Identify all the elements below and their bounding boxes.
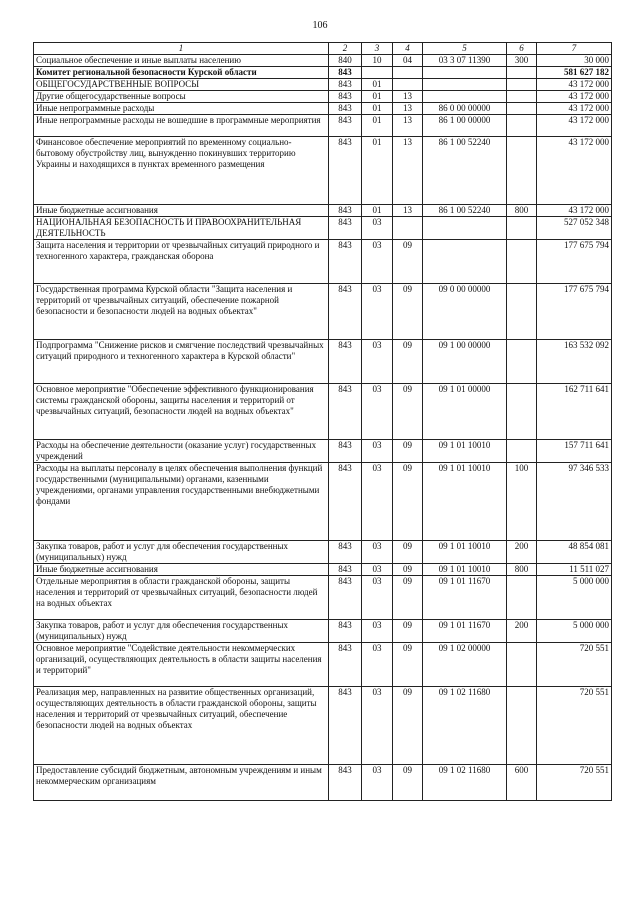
admin-code: 843 (329, 541, 362, 564)
table-row (34, 217, 612, 240)
expense-type-code: 800 (507, 205, 537, 217)
column-header: 6 (507, 43, 537, 55)
expense-type-code (507, 687, 537, 765)
expense-type-code (507, 79, 537, 91)
expense-type-code: 100 (507, 463, 537, 541)
table-row (34, 284, 612, 340)
expense-type-code: 200 (507, 620, 537, 643)
target-article-code: 09 1 02 11680 (423, 765, 507, 801)
target-article-code (423, 240, 507, 284)
admin-code: 843 (329, 564, 362, 576)
row-amount: 97 346 533 (537, 463, 612, 541)
admin-code: 843 (329, 643, 362, 687)
row-amount: 162 711 641 (537, 384, 612, 440)
admin-code: 843 (329, 284, 362, 340)
row-name: Государственная программа Курской области "Защита населения и территорий от чрезвычайных ситуаций, обеспечение пожарной безопасности и безопасности людей на водных объектах" (34, 284, 329, 340)
row-amount: 581 627 182 (537, 67, 612, 79)
admin-code: 843 (329, 91, 362, 103)
table-row (34, 340, 612, 384)
target-article-code (423, 79, 507, 91)
section-code: 01 (362, 79, 393, 91)
subsection-code (393, 217, 423, 240)
row-amount: 177 675 794 (537, 240, 612, 284)
admin-code: 843 (329, 240, 362, 284)
target-article-code: 09 1 01 11670 (423, 576, 507, 620)
target-article-code (423, 217, 507, 240)
section-code: 03 (362, 576, 393, 620)
subsection-code: 09 (393, 384, 423, 440)
row-amount: 5 000 000 (537, 576, 612, 620)
target-article-code: 86 1 00 00000 (423, 115, 507, 137)
subsection-code: 13 (393, 115, 423, 137)
expense-type-code (507, 284, 537, 340)
admin-code: 843 (329, 576, 362, 620)
row-amount: 48 854 081 (537, 541, 612, 564)
table-row (34, 79, 612, 91)
row-amount: 720 551 (537, 765, 612, 801)
target-article-code: 03 3 07 11390 (423, 55, 507, 67)
table-row (34, 440, 612, 463)
target-article-code (423, 67, 507, 79)
target-article-code: 09 1 01 10010 (423, 463, 507, 541)
column-header: 4 (393, 43, 423, 55)
column-header: 5 (423, 43, 507, 55)
subsection-code: 09 (393, 541, 423, 564)
admin-code: 843 (329, 620, 362, 643)
subsection-code: 09 (393, 440, 423, 463)
row-name: Расходы на выплаты персоналу в целях обеспечения выполнения функций государственными (муниципальными) органами, казенными учреждениями, органами управления государственными внебюджетными фондами (34, 463, 329, 541)
target-article-code: 09 1 00 00000 (423, 340, 507, 384)
table-row (34, 103, 612, 115)
expense-type-code: 300 (507, 55, 537, 67)
subsection-code: 04 (393, 55, 423, 67)
table-row (34, 463, 612, 541)
target-article-code: 86 0 00 00000 (423, 103, 507, 115)
row-name: Отдельные мероприятия в области гражданской обороны, защиты населения и территорий от чрезвычайных ситуаций, безопасности людей на водных объектах (34, 576, 329, 620)
row-amount: 163 532 092 (537, 340, 612, 384)
row-name: Иные непрограммные расходы (34, 103, 329, 115)
budget-table (33, 42, 612, 801)
row-name: Иные бюджетные ассигнования (34, 564, 329, 576)
subsection-code: 13 (393, 205, 423, 217)
section-code: 03 (362, 284, 393, 340)
expense-type-code (507, 440, 537, 463)
expense-type-code (507, 91, 537, 103)
admin-code: 843 (329, 687, 362, 765)
row-name: ОБЩЕГОСУДАРСТВЕННЫЕ ВОПРОСЫ (34, 79, 329, 91)
column-header: 1 (34, 43, 329, 55)
admin-code: 843 (329, 115, 362, 137)
row-name: Подпрограмма "Снижение рисков и смягчение последствий чрезвычайных ситуаций природного и техногенного характера в Курской области" (34, 340, 329, 384)
row-amount: 157 711 641 (537, 440, 612, 463)
row-amount: 43 172 000 (537, 91, 612, 103)
expense-type-code (507, 340, 537, 384)
section-code: 03 (362, 240, 393, 284)
row-name: Предоставление субсидий бюджетным, автономным учреждениям и иным некоммерческим организациям (34, 765, 329, 801)
table-row (34, 91, 612, 103)
target-article-code: 09 1 01 10010 (423, 564, 507, 576)
table-row (34, 115, 612, 137)
expense-type-code (507, 576, 537, 620)
section-code: 03 (362, 620, 393, 643)
admin-code: 843 (329, 340, 362, 384)
table-row (34, 55, 612, 67)
expense-type-code (507, 115, 537, 137)
target-article-code: 09 1 02 00000 (423, 643, 507, 687)
table-row (34, 67, 612, 79)
expense-type-code: 600 (507, 765, 537, 801)
expense-type-code: 200 (507, 541, 537, 564)
section-code: 03 (362, 440, 393, 463)
section-code: 03 (362, 643, 393, 687)
expense-type-code (507, 137, 537, 205)
table-row (34, 541, 612, 564)
section-code: 01 (362, 91, 393, 103)
admin-code: 843 (329, 205, 362, 217)
row-name: Основное мероприятие "Обеспечение эффективного функционирования системы гражданской обороны, защиты населения и территорий от чрезвычайных ситуаций, безопасности людей на водных объектах" (34, 384, 329, 440)
row-name: НАЦИОНАЛЬНАЯ БЕЗОПАСНОСТЬ И ПРАВООХРАНИТЕЛЬНАЯ ДЕЯТЕЛЬНОСТЬ (34, 217, 329, 240)
subsection-code: 09 (393, 463, 423, 541)
expense-type-code (507, 103, 537, 115)
row-amount: 177 675 794 (537, 284, 612, 340)
admin-code: 840 (329, 55, 362, 67)
subsection-code: 09 (393, 643, 423, 687)
subsection-code: 09 (393, 576, 423, 620)
subsection-code: 13 (393, 103, 423, 115)
admin-code: 843 (329, 384, 362, 440)
subsection-code: 09 (393, 620, 423, 643)
column-header: 3 (362, 43, 393, 55)
target-article-code: 09 1 01 11670 (423, 620, 507, 643)
section-code: 01 (362, 115, 393, 137)
row-amount: 30 000 (537, 55, 612, 67)
subsection-code: 09 (393, 340, 423, 384)
section-code: 03 (362, 463, 393, 541)
row-amount: 43 172 000 (537, 79, 612, 91)
table-row (34, 620, 612, 643)
target-article-code: 09 1 01 10010 (423, 440, 507, 463)
section-code: 03 (362, 217, 393, 240)
expense-type-code (507, 240, 537, 284)
section-code: 01 (362, 103, 393, 115)
row-amount: 720 551 (537, 643, 612, 687)
target-article-code: 86 1 00 52240 (423, 137, 507, 205)
target-article-code: 09 0 00 00000 (423, 284, 507, 340)
admin-code: 843 (329, 103, 362, 115)
section-code (362, 67, 393, 79)
expense-type-code (507, 67, 537, 79)
target-article-code: 09 1 02 11680 (423, 687, 507, 765)
expense-type-code: 800 (507, 564, 537, 576)
admin-code: 843 (329, 463, 362, 541)
admin-code: 843 (329, 79, 362, 91)
row-amount: 5 000 000 (537, 620, 612, 643)
section-code: 03 (362, 384, 393, 440)
table-row (34, 384, 612, 440)
subsection-code: 13 (393, 91, 423, 103)
admin-code: 843 (329, 67, 362, 79)
section-code: 03 (362, 765, 393, 801)
table-row (34, 576, 612, 620)
row-name: Закупка товаров, работ и услуг для обеспечения государственных (муниципальных) нужд (34, 541, 329, 564)
expense-type-code (507, 384, 537, 440)
subsection-code: 09 (393, 765, 423, 801)
row-name: Комитет региональной безопасности Курской области (34, 67, 329, 79)
admin-code: 843 (329, 217, 362, 240)
target-article-code (423, 91, 507, 103)
table-row (34, 765, 612, 801)
target-article-code: 09 1 01 00000 (423, 384, 507, 440)
target-article-code: 86 1 00 52240 (423, 205, 507, 217)
row-amount: 43 172 000 (537, 103, 612, 115)
section-code: 03 (362, 340, 393, 384)
section-code: 01 (362, 205, 393, 217)
expense-type-code (507, 643, 537, 687)
row-name: Расходы на обеспечение деятельности (оказание услуг) государственных учреждений (34, 440, 329, 463)
target-article-code: 09 1 01 10010 (423, 541, 507, 564)
column-header: 7 (537, 43, 612, 55)
table-row (34, 240, 612, 284)
row-amount: 527 052 348 (537, 217, 612, 240)
column-header: 2 (329, 43, 362, 55)
subsection-code (393, 67, 423, 79)
row-amount: 43 172 000 (537, 137, 612, 205)
row-name: Закупка товаров, работ и услуг для обеспечения государственных (муниципальных) нужд (34, 620, 329, 643)
table-row (34, 205, 612, 217)
table-row (34, 137, 612, 205)
row-name: Основное мероприятие "Содействие деятельности некоммерческих организаций, осуществляющих деятельность в области защиты населения и территорий" (34, 643, 329, 687)
row-name: Иные бюджетные ассигнования (34, 205, 329, 217)
row-name: Финансовое обеспечение мероприятий по временному социально-бытовому обустройству лиц, вынужденно покинувших территорию Украины и находящихся в пунктах временного размещения (34, 137, 329, 205)
table-row (34, 643, 612, 687)
row-name: Социальное обеспечение и иные выплаты населению (34, 55, 329, 67)
row-amount: 43 172 000 (537, 205, 612, 217)
section-code: 03 (362, 564, 393, 576)
admin-code: 843 (329, 440, 362, 463)
section-code: 10 (362, 55, 393, 67)
table-row (34, 564, 612, 576)
row-amount: 43 172 000 (537, 115, 612, 137)
subsection-code: 09 (393, 284, 423, 340)
table-row (34, 687, 612, 765)
subsection-code (393, 79, 423, 91)
subsection-code: 09 (393, 240, 423, 284)
page-number: 106 (312, 20, 328, 31)
subsection-code: 09 (393, 564, 423, 576)
admin-code: 843 (329, 765, 362, 801)
section-code: 03 (362, 687, 393, 765)
row-amount: 11 511 027 (537, 564, 612, 576)
subsection-code: 09 (393, 687, 423, 765)
admin-code: 843 (329, 137, 362, 205)
row-name: Реализация мер, направленных на развитие общественных организаций, осуществляющих деятельность в области гражданской обороны, защиты населения и территорий от чрезвычайных ситуаций, обеспечение безопасности людей на водных объектах (34, 687, 329, 765)
row-name: Иные непрограммные расходы не вошедшие в программные мероприятия (34, 115, 329, 137)
expense-type-code (507, 217, 537, 240)
section-code: 03 (362, 541, 393, 564)
subsection-code: 13 (393, 137, 423, 205)
row-name: Другие общегосударственные вопросы (34, 91, 329, 103)
header-row (34, 43, 612, 55)
row-name: Защита населения и территории от чрезвычайных ситуаций природного и техногенного характера, гражданская оборона (34, 240, 329, 284)
section-code: 01 (362, 137, 393, 205)
row-amount: 720 551 (537, 687, 612, 765)
